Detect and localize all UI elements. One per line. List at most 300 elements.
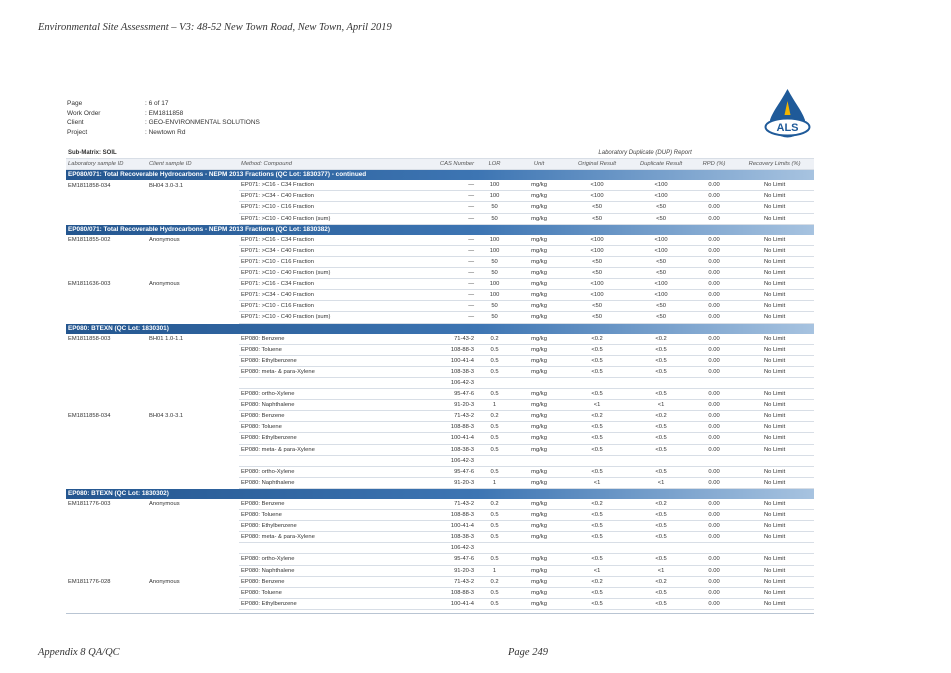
cell-cas-number: 91-20-3 [414,400,476,411]
cell-lab-sample-id [66,389,147,400]
cell-lab-sample-id [66,587,147,598]
cell-lab-sample-id: EM1811776-003 [68,501,111,508]
qc-lot-section-header [66,488,814,499]
table-row [66,422,814,433]
table-row [66,268,814,279]
cell-method-compound: EP071: >C10 - C16 Fraction [239,256,414,267]
cell-client-sample-id [147,521,239,532]
table-row [66,377,814,388]
table-row [66,191,814,202]
cell-duplicate-result: <0.2 [629,576,693,587]
col-header-cas-number: CAS Number [414,159,476,170]
cell-lab-sample-id [66,202,147,213]
cell-lor: 0.2 [476,411,513,422]
cell-lor: 0.5 [476,355,513,366]
cell-cas-number: 106-42-3 [414,455,476,466]
cell-duplicate-result: <0.2 [629,411,693,422]
table-row [66,532,814,543]
cell-client-sample-id: Anonymous [149,501,180,508]
col-header-client-sample-id: Client sample ID [147,159,239,170]
cell-lab-sample-id [66,245,147,256]
cell-unit: mg/kg [513,202,565,213]
cell-unit: mg/kg [513,312,565,323]
duplicate-report [66,148,814,610]
cell-recovery-limits: No Limit [735,256,814,267]
cell-rpd [693,543,735,554]
cell-unit: mg/kg [513,422,565,433]
cell-client-sample-id [147,245,239,256]
cell-client-sample-id [147,213,239,224]
cell-lab-sample-id [66,366,147,377]
cell-cas-number: — [414,290,476,301]
cell-duplicate-result [629,377,693,388]
cell-cas-number: 108-88-3 [414,422,476,433]
cell-method-compound: EP080: Benzene [239,499,414,510]
meta-value: : EM1811858 [145,109,184,117]
cell-duplicate-result: <100 [629,235,693,246]
cell-client-sample-id [147,477,239,488]
col-header-recovery-limits: Recovery Limits (%) [735,159,814,170]
table-row [66,466,814,477]
cell-method-compound: EP080: Ethylbenzene [239,598,414,609]
cell-client-sample-id [147,389,239,400]
cell-original-result: <0.5 [565,554,629,565]
cell-cas-number: 100-41-4 [414,355,476,366]
cell-rpd: 0.00 [693,576,735,587]
cell-original-result: <0.5 [565,521,629,532]
qc-lot-section-header [66,323,814,334]
cell-lab-sample-id [66,344,147,355]
cell-cas-number: — [414,301,476,312]
cell-duplicate-result: <0.2 [629,334,693,345]
cell-original-result: <0.5 [565,510,629,521]
cell-cas-number: — [414,180,476,191]
cell-recovery-limits: No Limit [735,245,814,256]
cell-client-sample-id [147,290,239,301]
cell-cas-number: 95-47-6 [414,389,476,400]
cell-lor: 0.5 [476,344,513,355]
cell-unit: mg/kg [513,444,565,455]
cell-original-result: <1 [565,565,629,576]
cell-lor: 50 [476,268,513,279]
cell-rpd: 0.00 [693,587,735,598]
cell-client-sample-id [147,510,239,521]
cell-rpd [693,377,735,388]
cell-unit: mg/kg [513,510,565,521]
cell-duplicate-result: <50 [629,312,693,323]
cell-lor: 0.2 [476,499,513,510]
cell-recovery-limits: No Limit [735,235,814,246]
cell-duplicate-result: <0.5 [629,355,693,366]
cell-original-result: <50 [565,301,629,312]
col-header-duplicate-result: Duplicate Result [629,159,693,170]
cell-method-compound: EP071: >C16 - C34 Fraction [239,279,414,290]
cell-cas-number: 108-88-3 [414,587,476,598]
cell-duplicate-result: <100 [629,279,693,290]
cell-lor: 0.5 [476,422,513,433]
qc-lot-section-header [66,170,814,181]
cell-rpd: 0.00 [693,598,735,609]
cell-lab-sample-id [66,290,147,301]
cell-rpd: 0.00 [693,466,735,477]
cell-lor: 0.5 [476,466,513,477]
meta-key: Project [67,128,88,136]
cell-lab-sample-id [66,455,147,466]
cell-duplicate-result: <0.5 [629,466,693,477]
table-row [66,411,814,422]
cell-rpd: 0.00 [693,477,735,488]
cell-rpd: 0.00 [693,400,735,411]
cell-method-compound: EP080: ortho-Xylene [239,554,414,565]
cell-recovery-limits: No Limit [735,565,814,576]
cell-lab-sample-id: EM1811858-003 [68,335,111,342]
table-row [66,477,814,488]
cell-unit: mg/kg [513,301,565,312]
cell-lab-sample-id [66,355,147,366]
cell-method-compound: EP071: >C10 - C40 Fraction (sum) [239,213,414,224]
cell-original-result [565,543,629,554]
meta-value: : Newtown Rd [145,128,186,136]
cell-cas-number: — [414,213,476,224]
cell-recovery-limits [735,455,814,466]
cell-rpd: 0.00 [693,565,735,576]
column-header-row [66,159,814,170]
cell-duplicate-result: <0.2 [629,499,693,510]
cell-original-result: <50 [565,256,629,267]
cell-recovery-limits [735,377,814,388]
cell-original-result: <0.2 [565,411,629,422]
cell-duplicate-result: <1 [629,565,693,576]
col-header-original-result: Original Result [565,159,629,170]
cell-unit [513,543,565,554]
meta-key: Client [67,119,84,126]
cell-cas-number: 106-42-3 [414,543,476,554]
cell-lab-sample-id [66,532,147,543]
cell-recovery-limits: No Limit [735,477,814,488]
cell-method-compound: EP080: Toluene [239,422,414,433]
cell-lor: 0.5 [476,598,513,609]
cell-client-sample-id [147,344,239,355]
cell-method-compound: EP071: >C34 - C40 Fraction [239,290,414,301]
cell-lab-sample-id: EM1811636-003 [68,281,111,288]
table-header-row [66,148,814,159]
cell-duplicate-result: <0.5 [629,389,693,400]
cell-recovery-limits: No Limit [735,355,814,366]
cell-lor [476,543,513,554]
table-row [66,256,814,267]
cell-method-compound: EP080: Ethylbenzene [239,521,414,532]
cell-client-sample-id [147,532,239,543]
col-header-method-compound: Method: Compound [239,159,414,170]
cell-recovery-limits: No Limit [735,466,814,477]
table-row [66,290,814,301]
cell-method-compound: EP080: Ethylbenzene [239,433,414,444]
cell-unit: mg/kg [513,355,565,366]
cell-rpd: 0.00 [693,256,735,267]
cell-rpd: 0.00 [693,554,735,565]
cell-cas-number: 71-43-2 [414,499,476,510]
cell-lor: 100 [476,279,513,290]
cell-rpd [693,455,735,466]
cell-original-result: <50 [565,202,629,213]
cell-client-sample-id [147,587,239,598]
cell-unit: mg/kg [513,598,565,609]
cell-unit: mg/kg [513,213,565,224]
cell-original-result [565,377,629,388]
cell-lor: 50 [476,256,513,267]
table-row [66,565,814,576]
cell-method-compound: EP071: >C10 - C16 Fraction [239,202,414,213]
cell-client-sample-id [147,202,239,213]
cell-lor: 100 [476,290,513,301]
cell-original-result: <0.5 [565,344,629,355]
cell-original-result: <100 [565,290,629,301]
cell-client-sample-id: Anonymous [149,578,180,585]
cell-lab-sample-id [66,312,147,323]
cell-duplicate-result: <100 [629,245,693,256]
table-row [66,180,814,191]
cell-original-result: <50 [565,268,629,279]
cell-client-sample-id [147,455,239,466]
cell-duplicate-result: <100 [629,180,693,191]
cell-rpd: 0.00 [693,202,735,213]
cell-cas-number: — [414,191,476,202]
cell-method-compound: EP071: >C10 - C16 Fraction [239,301,414,312]
cell-rpd: 0.00 [693,279,735,290]
cell-recovery-limits: No Limit [735,499,814,510]
cell-duplicate-result: <100 [629,290,693,301]
cell-original-result: <0.5 [565,598,629,609]
cell-unit: mg/kg [513,235,565,246]
cell-method-compound: EP080: Toluene [239,587,414,598]
cell-duplicate-result: <0.5 [629,510,693,521]
cell-lor: 0.5 [476,532,513,543]
cell-cas-number: — [414,268,476,279]
cell-method-compound [239,377,414,388]
cell-cas-number: — [414,279,476,290]
meta-row [67,109,260,119]
table-row [66,400,814,411]
cell-cas-number: — [414,245,476,256]
cell-method-compound: EP080: ortho-Xylene [239,466,414,477]
cell-cas-number: 100-41-4 [414,521,476,532]
cell-unit: mg/kg [513,554,565,565]
section-title: EP080: BTEXN (QC Lot: 1830301) [66,323,814,334]
table-row [66,455,814,466]
cell-duplicate-result: <0.5 [629,554,693,565]
table-row [66,245,814,256]
cell-unit: mg/kg [513,180,565,191]
cell-unit: mg/kg [513,411,565,422]
cell-duplicate-result: <50 [629,268,693,279]
cell-unit: mg/kg [513,256,565,267]
dup-report-table [66,148,814,610]
cell-unit: mg/kg [513,587,565,598]
cell-lab-sample-id [66,444,147,455]
cell-lor: 0.5 [476,587,513,598]
cell-rpd: 0.00 [693,213,735,224]
cell-original-result: <100 [565,245,629,256]
cell-recovery-limits: No Limit [735,180,814,191]
cell-recovery-limits: No Limit [735,576,814,587]
cell-cas-number: 91-20-3 [414,477,476,488]
cell-unit: mg/kg [513,366,565,377]
meta-value: : 6 of 17 [145,100,169,107]
cell-rpd: 0.00 [693,355,735,366]
cell-method-compound: EP071: >C10 - C40 Fraction (sum) [239,268,414,279]
table-row [66,554,814,565]
cell-unit: mg/kg [513,477,565,488]
cell-method-compound [239,455,414,466]
cell-original-result: <0.5 [565,532,629,543]
meta-key: Page [67,100,83,107]
cell-recovery-limits: No Limit [735,444,814,455]
cell-lor: 100 [476,180,513,191]
cell-cas-number: 108-38-3 [414,532,476,543]
cell-duplicate-result: <0.5 [629,433,693,444]
table-row [66,355,814,366]
cell-client-sample-id [147,598,239,609]
document-footer-page-number: Page 249 [508,647,548,658]
cell-lor [476,455,513,466]
cell-recovery-limits: No Limit [735,366,814,377]
cell-recovery-limits [735,543,814,554]
cell-original-result: <0.5 [565,422,629,433]
cell-cas-number: 100-41-4 [414,598,476,609]
cell-recovery-limits: No Limit [735,598,814,609]
cell-lab-sample-id: EM1811858-034 [68,413,111,420]
cell-lab-sample-id [66,400,147,411]
table-row [66,213,814,224]
cell-method-compound: EP071: >C10 - C40 Fraction (sum) [239,312,414,323]
cell-unit: mg/kg [513,191,565,202]
cell-rpd: 0.00 [693,510,735,521]
cell-cas-number: 100-41-4 [414,433,476,444]
cell-duplicate-result: <0.5 [629,444,693,455]
table-row [66,576,814,587]
table-row [66,543,814,554]
cell-client-sample-id [147,268,239,279]
cell-unit: mg/kg [513,433,565,444]
cell-client-sample-id [147,565,239,576]
cell-unit: mg/kg [513,499,565,510]
cell-original-result: <100 [565,180,629,191]
table-row [66,433,814,444]
cell-lab-sample-id [66,598,147,609]
section-title: EP080/071: Total Recoverable Hydrocarbons - NEPM 2013 Fractions (QC Lot: 1830377) - continued [66,170,814,181]
cell-lor: 0.2 [476,576,513,587]
cell-recovery-limits: No Limit [735,191,814,202]
cell-method-compound: EP080: Naphthalene [239,477,414,488]
cell-lab-sample-id [66,422,147,433]
cell-lab-sample-id [66,191,147,202]
cell-lab-sample-id: EM1811855-002 [68,237,111,243]
cell-method-compound: EP071: >C34 - C40 Fraction [239,245,414,256]
cell-rpd: 0.00 [693,191,735,202]
cell-rpd: 0.00 [693,268,735,279]
cell-duplicate-result: <50 [629,256,693,267]
cell-duplicate-result: <0.5 [629,521,693,532]
cell-rpd: 0.00 [693,444,735,455]
submatrix-label: Sub-Matrix: SOIL [66,148,476,159]
cell-recovery-limits: No Limit [735,510,814,521]
cell-lor: 0.5 [476,444,513,455]
cell-duplicate-result [629,543,693,554]
cell-client-sample-id [147,377,239,388]
cell-client-sample-id [147,366,239,377]
cell-client-sample-id [147,433,239,444]
cell-client-sample-id: BH04 3.0-3.1 [149,413,184,420]
meta-row [67,99,260,109]
cell-duplicate-result: <0.5 [629,422,693,433]
cell-unit: mg/kg [513,576,565,587]
cell-rpd: 0.00 [693,301,735,312]
cell-method-compound: EP080: meta- & para-Xylene [239,366,414,377]
cell-original-result: <1 [565,477,629,488]
cell-original-result: <50 [565,312,629,323]
cell-recovery-limits: No Limit [735,587,814,598]
cell-original-result: <0.5 [565,587,629,598]
cell-original-result: <100 [565,235,629,246]
cell-recovery-limits: No Limit [735,301,814,312]
col-header-lab-sample-id: Laboratory sample ID [66,159,147,170]
cell-unit: mg/kg [513,290,565,301]
cell-lor: 0.2 [476,334,513,345]
cell-unit: mg/kg [513,268,565,279]
cell-unit [513,455,565,466]
table-row [66,202,814,213]
cell-method-compound: EP071: >C34 - C40 Fraction [239,191,414,202]
cell-cas-number: 91-20-3 [414,565,476,576]
cell-lab-sample-id [66,213,147,224]
cell-cas-number: — [414,256,476,267]
cell-cas-number: 71-43-2 [414,411,476,422]
meta-key: Work Order [67,109,101,117]
cell-cas-number: 95-47-6 [414,554,476,565]
cell-cas-number: 71-43-2 [414,576,476,587]
cell-original-result: <0.2 [565,499,629,510]
cell-unit: mg/kg [513,279,565,290]
meta-row [67,118,260,128]
cell-cas-number: 71-43-2 [414,334,476,345]
cell-duplicate-result: <1 [629,400,693,411]
cell-rpd: 0.00 [693,433,735,444]
meta-row [67,128,260,138]
cell-method-compound: EP080: Benzene [239,576,414,587]
cell-client-sample-id [147,444,239,455]
cell-client-sample-id [147,312,239,323]
cell-rpd: 0.00 [693,290,735,301]
cell-rpd: 0.00 [693,521,735,532]
cell-unit: mg/kg [513,521,565,532]
cell-unit: mg/kg [513,466,565,477]
cell-recovery-limits: No Limit [735,268,814,279]
cell-duplicate-result: <0.5 [629,532,693,543]
cell-lor: 0.5 [476,554,513,565]
cell-lor: 0.5 [476,389,513,400]
cell-method-compound: EP080: Ethylbenzene [239,355,414,366]
cell-method-compound: EP080: meta- & para-Xylene [239,444,414,455]
cell-original-result: <0.2 [565,334,629,345]
cell-lor [476,377,513,388]
cell-cas-number: 106-42-3 [414,377,476,388]
document-footer-appendix: Appendix 8 QA/QC [38,647,120,658]
cell-cas-number: 108-38-3 [414,444,476,455]
cell-lor: 1 [476,400,513,411]
cell-method-compound [239,543,414,554]
cell-recovery-limits: No Limit [735,389,814,400]
cell-lor: 0.5 [476,433,513,444]
